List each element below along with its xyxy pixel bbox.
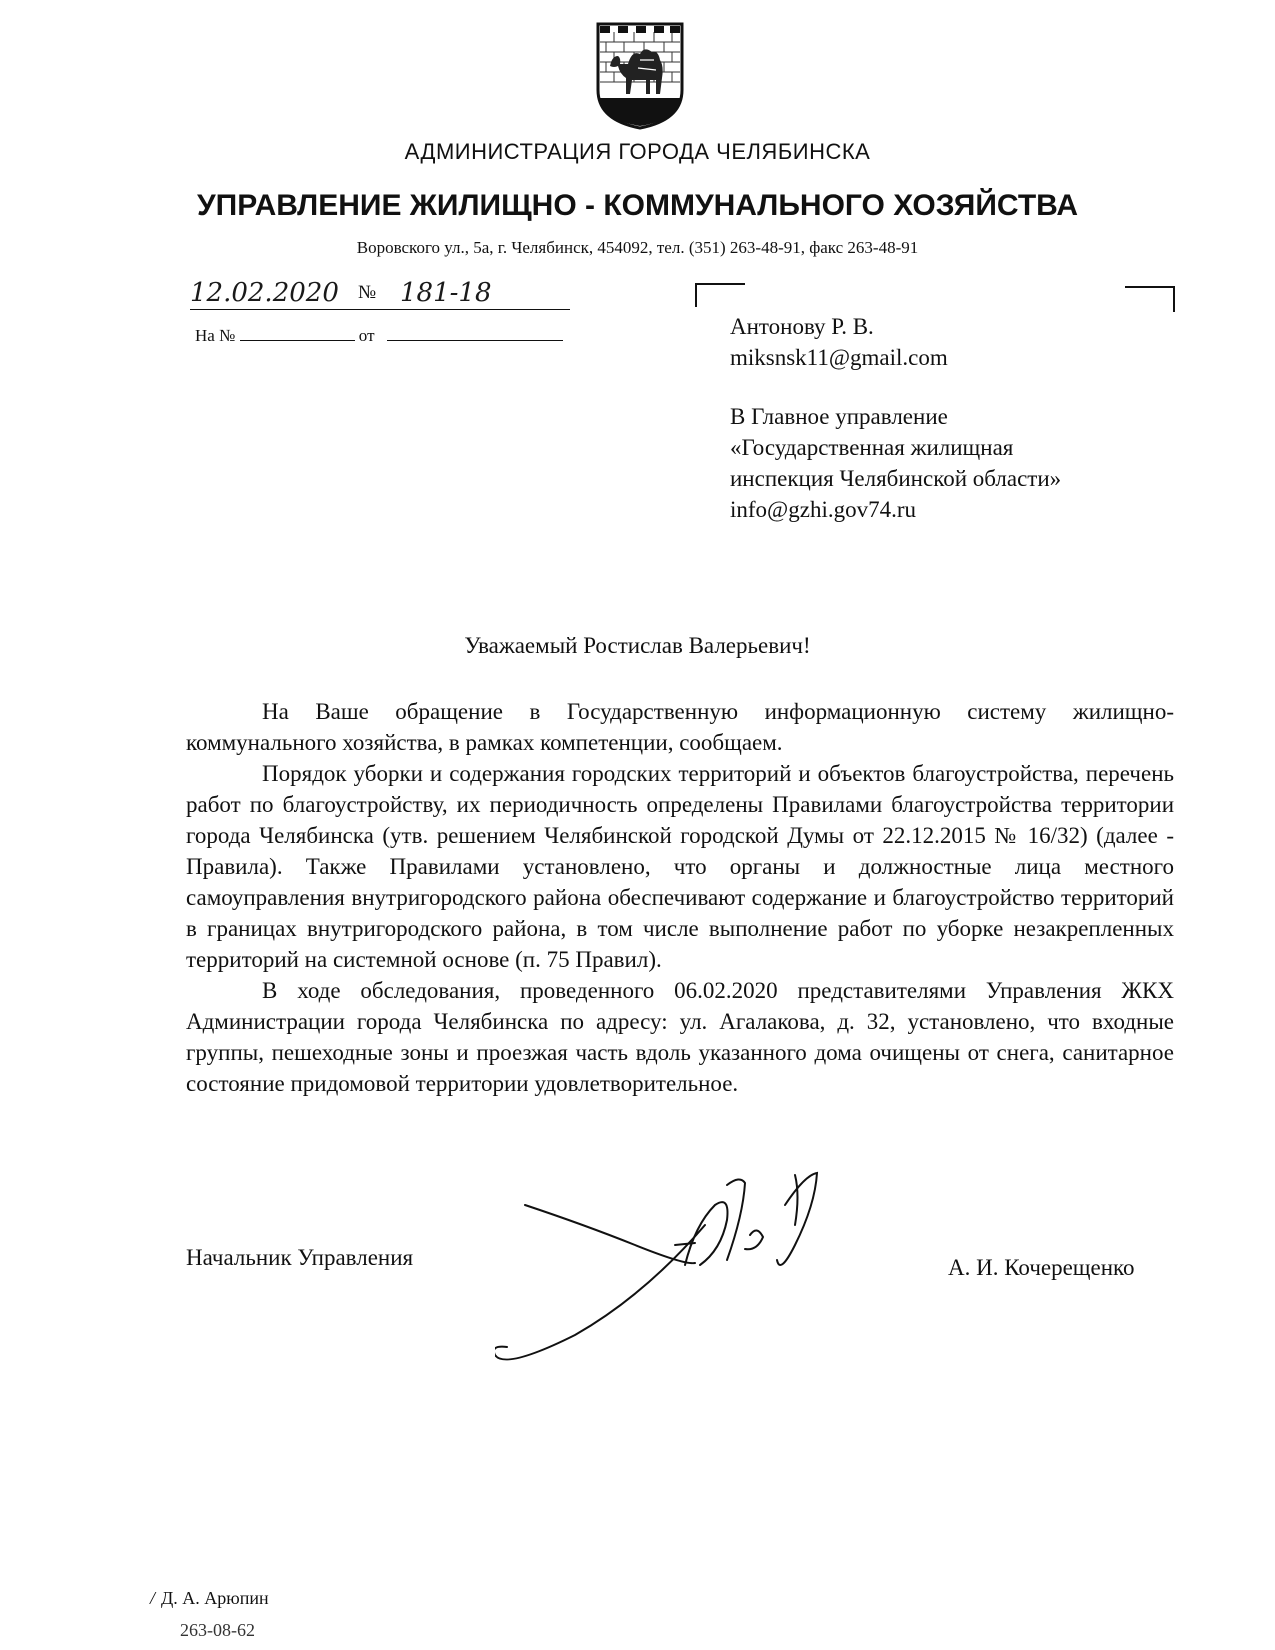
- executor-name: / Д. А. Арюпин: [150, 1588, 269, 1608]
- reference-number-label: На №: [195, 326, 236, 345]
- recipient-org-line: В Главное управление: [730, 404, 948, 429]
- outgoing-number: 181-18: [400, 278, 492, 308]
- body-paragraph: В ходе обследования, проведенного 06.02.2020 представителями Управления ЖКХ Администрации города Челябинска по адресу: ул. Агалакова, д. 32, установлено, что входные группы, пешеходные зоны и проезжая часть вдоль указанного дома очищены от снега, санитарное состояние придомовой территории удовлетворительное.: [186, 978, 1174, 1096]
- coat-of-arms-icon: [594, 20, 686, 132]
- address-corner-right: [1125, 286, 1175, 312]
- signer-name: А. И. Кочерещенко: [948, 1255, 1135, 1280]
- reference-date-label: от: [358, 326, 375, 345]
- outgoing-underline: [190, 309, 570, 311]
- outgoing-number-label: №: [358, 282, 377, 303]
- outgoing-date: 12.02.2020: [190, 278, 339, 308]
- recipient-name: Антонову Р. В.: [730, 314, 874, 339]
- recipient-org-email: info@gzhi.gov74.ru: [730, 497, 916, 522]
- reference-row: [195, 326, 563, 346]
- signer-title: Начальник Управления: [186, 1245, 414, 1270]
- reference-date-blank: [387, 326, 563, 341]
- outgoing-registration: [190, 278, 570, 312]
- body-paragraph: На Ваше обращение в Государственную информационную систему жилищно-коммунального хозяйства, в рамках компетенции, сообщаем.: [186, 699, 1174, 755]
- address-corner-left: [695, 283, 745, 307]
- recipient-org-line: «Государственная жилищная: [730, 435, 1014, 460]
- recipients-block: [730, 311, 1061, 525]
- department-title: УПРАВЛЕНИЕ ЖИЛИЩНО - КОММУНАЛЬНОГО ХОЗЯЙСТВА: [196, 189, 1079, 222]
- signature-icon: [495, 1165, 855, 1375]
- reference-number-blank: [240, 326, 355, 341]
- department-address: Воровского ул., 5а, г. Челябинск, 454092, тел. (351) 263-48-91, факс 263-48-91: [356, 238, 919, 257]
- body-paragraph: Порядок уборки и содержания городских территорий и объектов благоустройства, перечень работ по благоустройству, их периодичность определены Правилами благоустройства территории города Челябинска (утв. решением Челябинской городской Думы от 22.12.2015 № 16/32) (далее - Правила). Также Правилами установлено, что органы и должностные лица местного самоуправления внутригородского района обеспечивают содержание и благоустройство территорий в границах внутригородского района, в том числе выполнение работ по уборке незакрепленных территорий на системной основе (п. 75 Правил).: [186, 761, 1174, 972]
- recipient-email: miksnsk11@gmail.com: [730, 345, 948, 370]
- letter-body: [186, 696, 1174, 1099]
- salutation: Уважаемый Ростислав Валерьевич!: [464, 633, 811, 658]
- executor-phone: 263-08-62: [180, 1620, 255, 1640]
- recipient-org-line: инспекция Челябинской области»: [730, 466, 1062, 491]
- admin-title: АДМИНИСТРАЦИЯ ГОРОДА ЧЕЛЯБИНСКА: [404, 139, 871, 164]
